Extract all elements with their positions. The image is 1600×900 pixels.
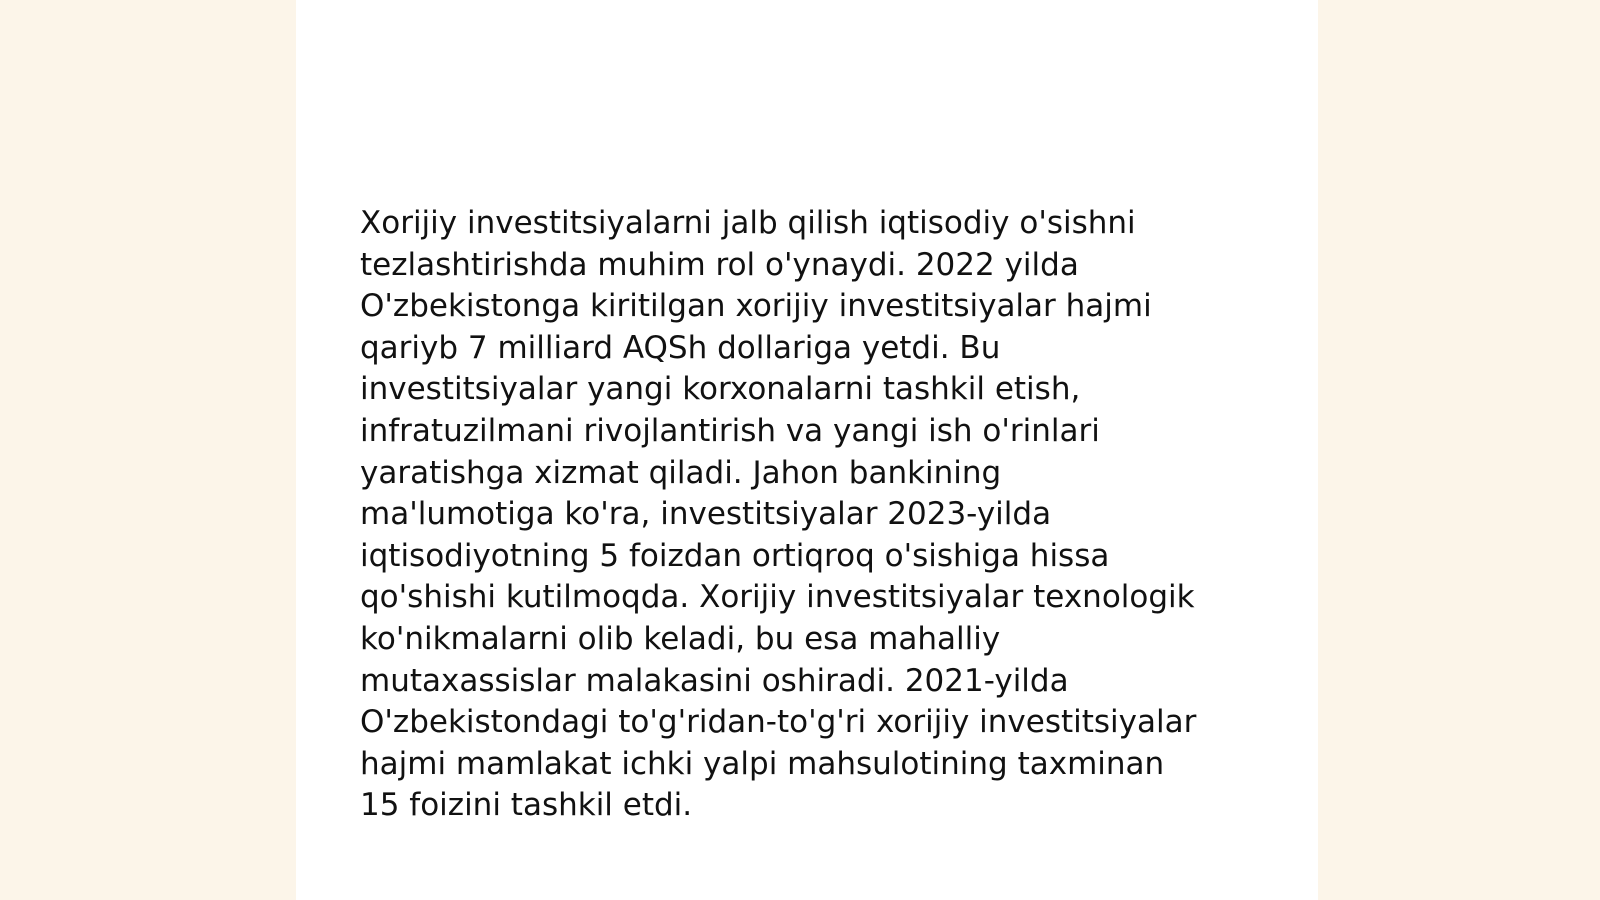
paragraph-line: 15 foizini tashkil etdi.: [360, 787, 693, 824]
paragraph-line: yaratishga xizmat qiladi. Jahon bankining: [360, 454, 1002, 491]
paragraph-line: qariyb 7 milliard AQSh dollariga yetdi. Bu: [360, 329, 1001, 366]
paragraph-line: tezlashtirishda muhim rol o'ynaydi. 2022 yilda: [360, 246, 1079, 283]
paragraph-line: Xorijiy investitsiyalarni jalb qilish iqtisodiy o'sishni: [360, 205, 1136, 241]
paragraph-line: ma'lumotiga ko'ra, investitsiyalar 2023-yilda: [360, 496, 1052, 533]
paragraph-line: investitsiyalar yangi korxonalarni tashkil etish,: [360, 371, 1081, 408]
paragraph-line: hajmi mamlakat ichki yalpi mahsulotining taxminan: [360, 745, 1165, 782]
paragraph-line: O'zbekistonga kiritilgan xorijiy investitsiyalar hajmi: [360, 288, 1152, 325]
paragraph-line: iqtisodiyotning 5 foizdan ortiqroq o'sishiga hissa: [360, 537, 1110, 574]
paragraph-line: ko'nikmalarni olib keladi, bu esa mahalliy: [360, 620, 1001, 657]
paragraph-line: infratuzilmani rivojlantirish va yangi ish o'rinlari: [360, 412, 1100, 449]
paragraph-line: O'zbekistondagi to'g'ridan-to'g'ri xorijiy investitsiyalar: [360, 704, 1197, 741]
body-paragraph: [360, 203, 1260, 827]
paragraph-line: qo'shishi kutilmoqda. Xorijiy investitsiyalar texnologik: [360, 579, 1195, 616]
document-page: [296, 0, 1318, 900]
paragraph-line: mutaxassislar malakasini oshiradi. 2021-yilda: [360, 662, 1069, 699]
